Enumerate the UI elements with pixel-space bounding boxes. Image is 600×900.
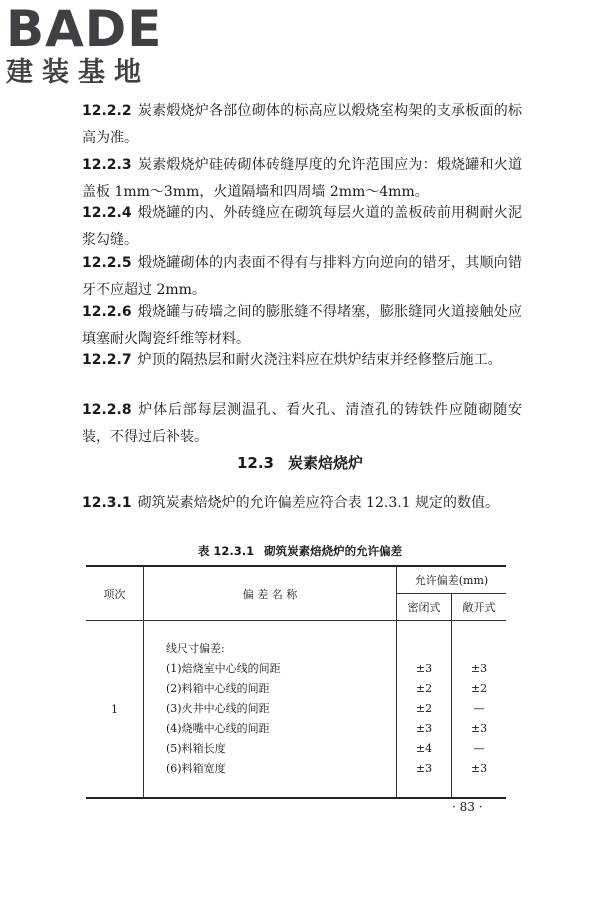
row-line-name: (1)焙烧室中心线的间距 bbox=[166, 662, 281, 675]
closed-value: ±2 bbox=[415, 682, 433, 695]
closed-value: ±4 bbox=[415, 742, 433, 755]
header-open: 敞开式 bbox=[452, 594, 507, 621]
section-title: 炭素焙烧炉 bbox=[288, 454, 364, 472]
table-caption-number: 表 12.3.1 bbox=[197, 544, 255, 558]
clause-text: 煅烧罐与砖墙之间的膨胀缝不得堵塞，膨胀缝同火道接触处应填塞耐火陶瓷纤维等材料。 bbox=[82, 304, 522, 347]
clause-number: 12.2.6 bbox=[82, 304, 132, 320]
section-number: 12.3 bbox=[236, 454, 274, 472]
clause-number: 12.2.8 bbox=[82, 402, 132, 418]
open-value: — bbox=[473, 742, 485, 755]
row-line-name: (2)料箱中心线的间距 bbox=[166, 682, 270, 695]
table-header-row bbox=[86, 566, 506, 594]
row-group-label: 线尺寸偏差: bbox=[166, 642, 225, 655]
clause-text: 砌筑炭素焙烧炉的允许偏差应符合表 12.3.1 规定的数值。 bbox=[137, 495, 500, 511]
clause-12-2-6 bbox=[82, 299, 522, 353]
clause-12-2-7 bbox=[82, 347, 522, 374]
row-open-values bbox=[452, 621, 507, 799]
clause-number: 12.3.1 bbox=[82, 495, 132, 511]
clause-12-2-2 bbox=[82, 98, 522, 152]
clause-number: 12.2.5 bbox=[82, 255, 132, 271]
clause-text: 煅烧罐砌体的内表面不得有与排料方向逆向的错牙，其顺向错牙不应超过 2mm。 bbox=[82, 255, 522, 298]
row-names bbox=[144, 621, 397, 799]
clause-text: 炉顶的隔热层和耐火浇注料应在烘炉结束并经修整后施工。 bbox=[137, 352, 502, 368]
open-value: ±3 bbox=[470, 762, 488, 775]
clause-number: 12.2.7 bbox=[82, 352, 132, 368]
page-number: · 83 · bbox=[452, 800, 483, 814]
header-item: 项次 bbox=[86, 566, 144, 621]
header-name: 偏 差 名 称 bbox=[144, 566, 397, 621]
open-value: ±3 bbox=[470, 722, 488, 735]
clause-12-3-1 bbox=[82, 490, 522, 517]
clause-12-2-5 bbox=[82, 250, 522, 304]
header-closed: 密闭式 bbox=[397, 594, 452, 621]
open-value: ±2 bbox=[470, 682, 488, 695]
row-closed-values bbox=[397, 621, 452, 799]
header-allowance: 允许偏差(mm) bbox=[397, 566, 507, 594]
row-line-name: (4)烧嘴中心线的间距 bbox=[166, 722, 270, 735]
row-line-name: (6)料箱宽度 bbox=[166, 762, 226, 775]
open-value: ±3 bbox=[470, 662, 488, 675]
logo-wordmark: BADE bbox=[6, 0, 163, 58]
clause-12-2-4 bbox=[82, 200, 522, 254]
closed-value: ±3 bbox=[415, 662, 433, 675]
clause-12-2-8 bbox=[82, 397, 522, 451]
row-item-number: 1 bbox=[86, 621, 144, 799]
clause-12-2-3 bbox=[82, 152, 522, 206]
row-line-name: (5)料箱长度 bbox=[166, 742, 226, 755]
clause-number: 12.2.4 bbox=[82, 205, 132, 221]
clause-text: 炉体后部每层测温孔、看火孔、清渣孔的铸铁件应随砌随安装，不得过后补装。 bbox=[82, 402, 522, 445]
open-value: — bbox=[473, 702, 485, 715]
row-line-name: (3)火井中心线的间距 bbox=[166, 702, 270, 715]
table-caption bbox=[0, 543, 600, 559]
clause-number: 12.2.2 bbox=[82, 103, 132, 119]
closed-value: ±3 bbox=[415, 762, 433, 775]
clause-number: 12.2.3 bbox=[82, 157, 132, 173]
section-heading bbox=[0, 452, 600, 473]
table-row bbox=[86, 621, 506, 799]
logo bbox=[6, 0, 163, 90]
clause-text: 煅烧罐的内、外砖缝应在砌筑每层火道的盖板砖前用稠耐火泥浆勾缝。 bbox=[82, 205, 522, 248]
clause-text: 炭素煅烧炉各部位砌体的标高应以煅烧室构架的支承板面的标高为准。 bbox=[82, 103, 522, 146]
logo-subtitle: 建装基地 bbox=[6, 57, 150, 88]
table-caption-title: 砌筑炭素焙烧炉的允许偏差 bbox=[264, 544, 403, 558]
deviation-table bbox=[86, 565, 506, 799]
closed-value: ±2 bbox=[415, 702, 433, 715]
closed-value: ±3 bbox=[415, 722, 433, 735]
clause-text: 炭素煅烧炉硅砖砌体砖缝厚度的允许范围应为：煅烧罐和火道盖板 1mm～3mm，火道隔墙和四周墙 2mm～4mm。 bbox=[82, 157, 522, 200]
